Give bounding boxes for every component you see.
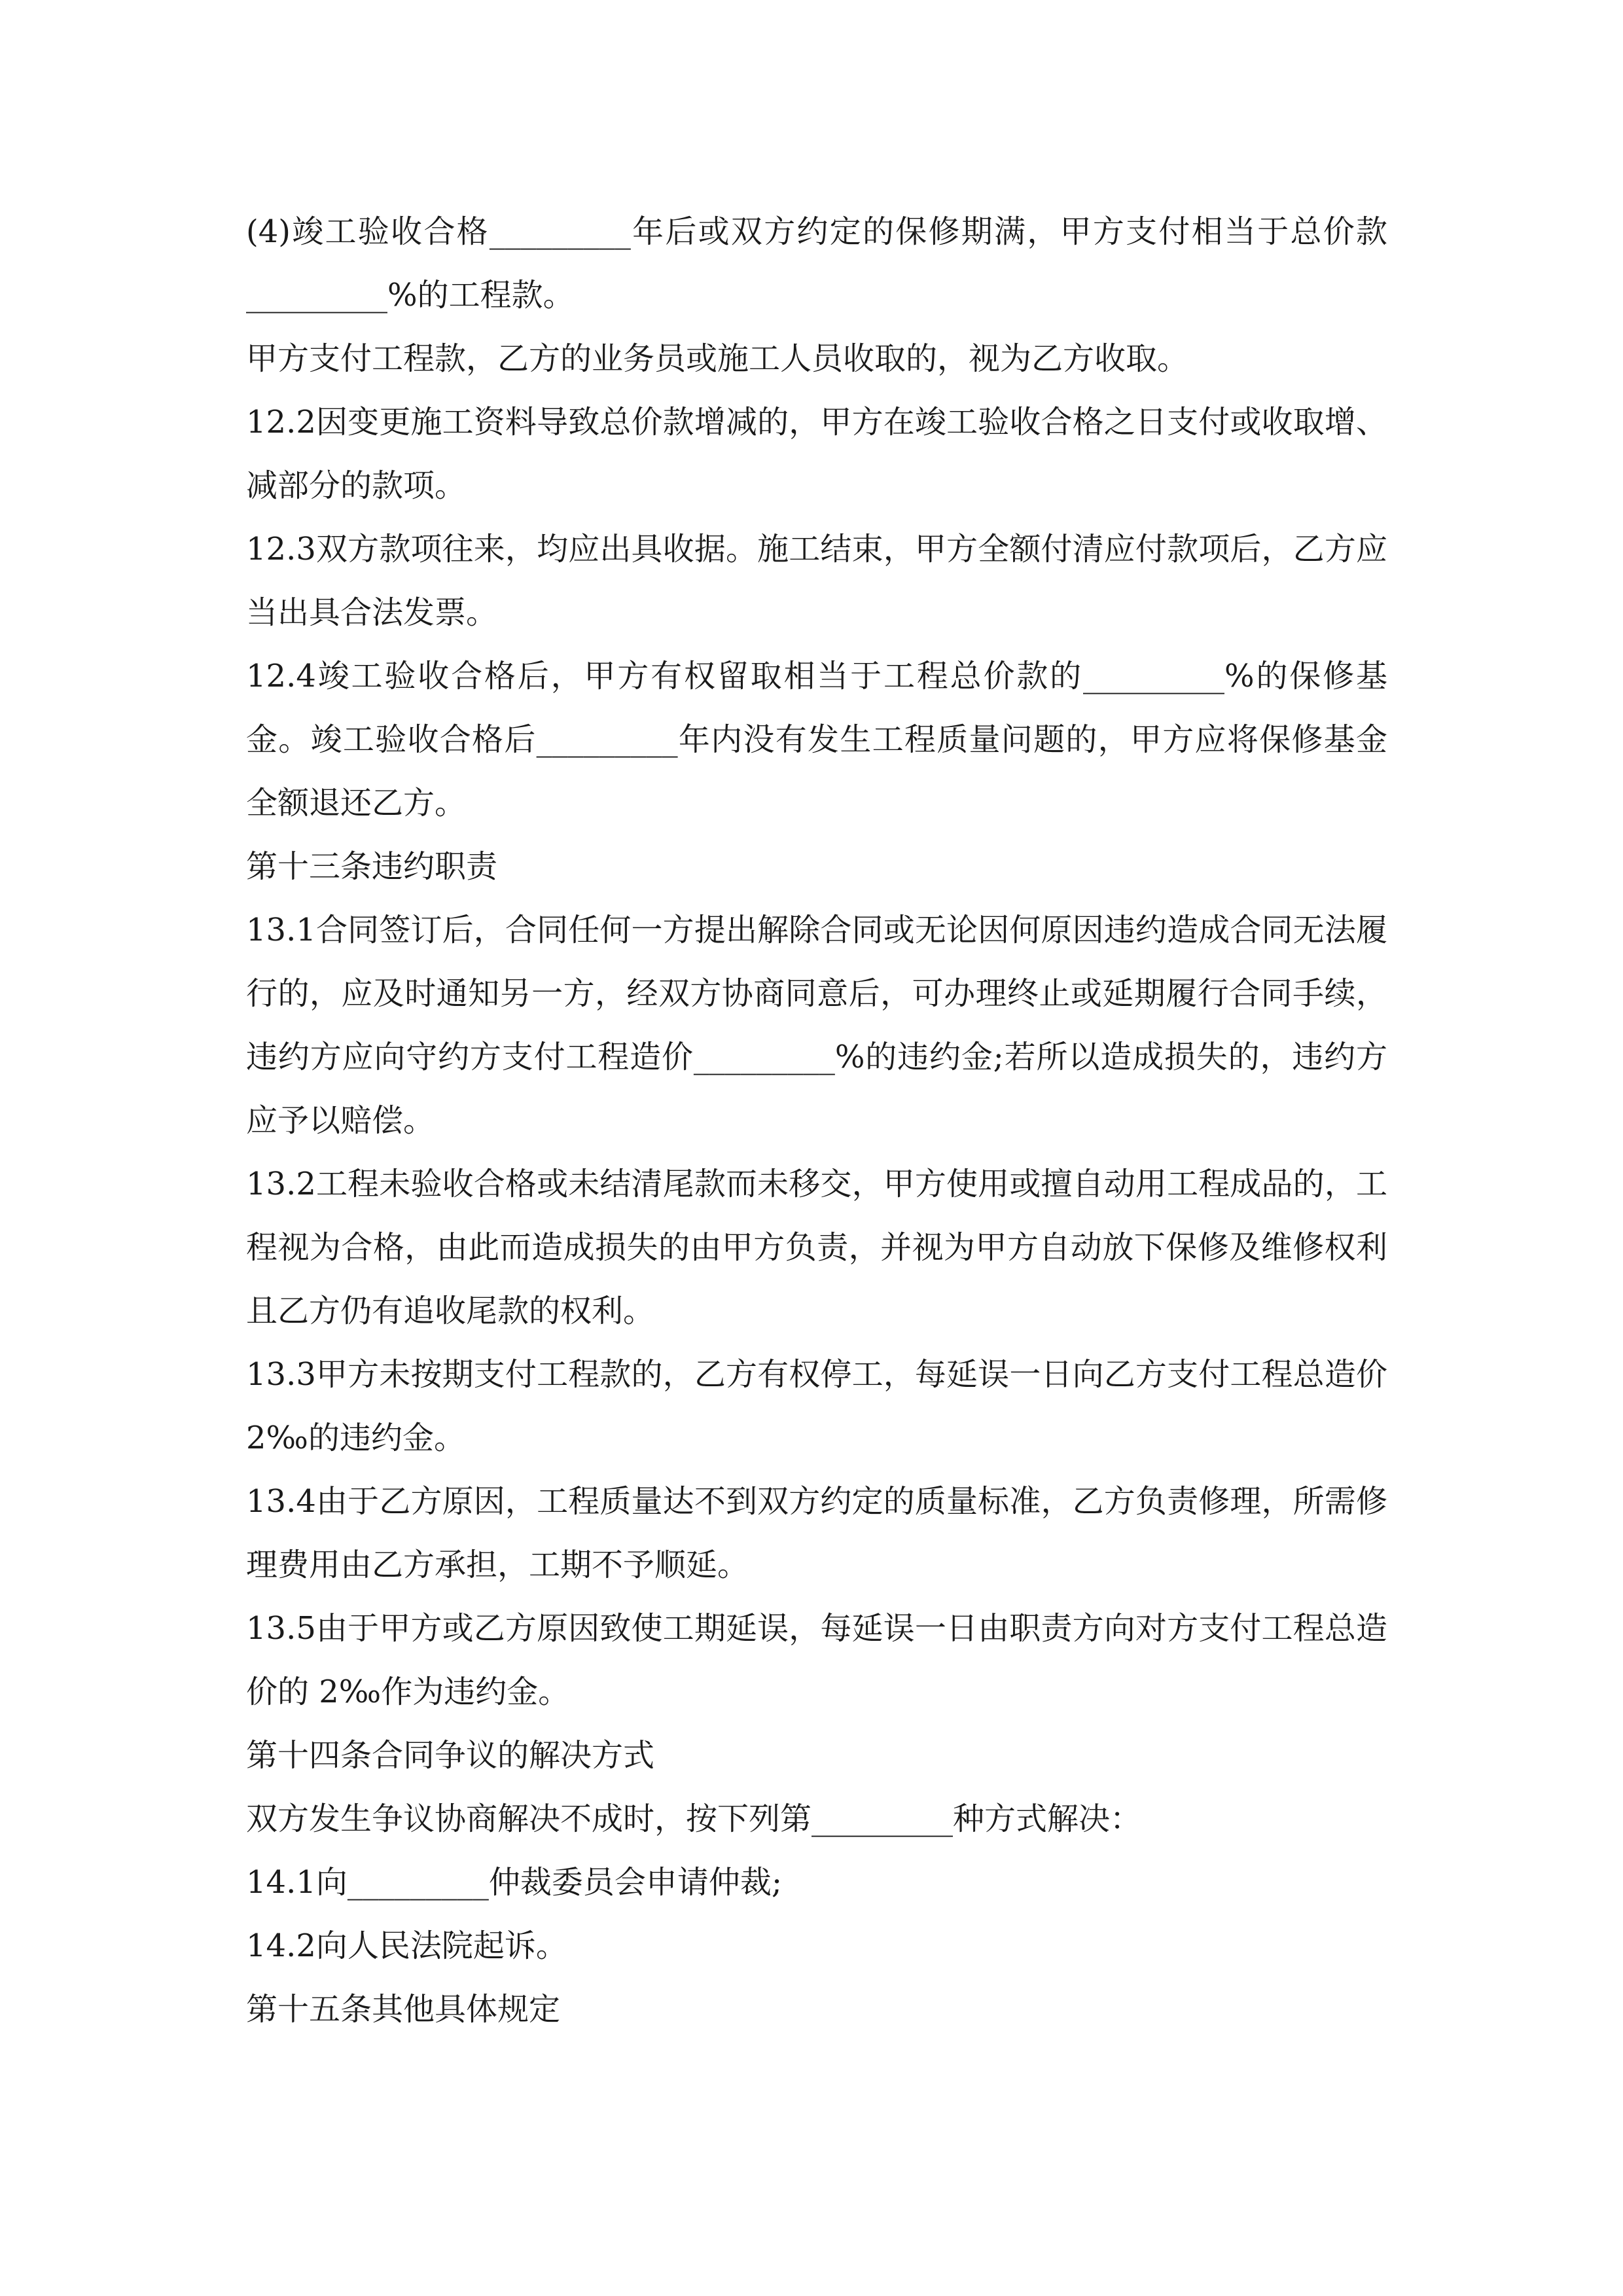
clause-12-4: 12.4竣工验收合格后，甲方有权留取相当于工程总价款的_________%的保修基金。竣工验收合格后_________年内没有发生工程质量问题的，甲方应将保修基金全额退还乙方。 <box>246 658 1387 821</box>
article-14-heading: 第十四条合同争议的解决方式 <box>246 1737 655 1774</box>
article-15-heading: 第十五条其他具体规定 <box>246 1991 561 2028</box>
clause-14-1: 14.1向_________仲裁委员会申请仲裁; <box>246 1864 783 1901</box>
clause-12-2: 12.2因变更施工资料导致总价款增减的，甲方在竣工验收合格之日支付或收取增、减部分的款项。 <box>246 404 1387 504</box>
clause-14-2: 14.2向人民法院起诉。 <box>246 1928 567 1964</box>
document-body <box>246 200 1387 2041</box>
clause-13-3: 13.3甲方未按期支付工程款的，乙方有权停工，每延误一日向乙方支付工程总造价 2‰的违约金。 <box>246 1356 1387 1456</box>
clause-13-2: 13.2工程未验收合格或未结清尾款而未移交，甲方使用或擅自动用工程成品的，工程视为合格，由此而造成损失的由甲方负责，并视为甲方自动放下保修及维修权利且乙方仍有追收尾款的权利。 <box>246 1166 1387 1329</box>
dispute-resolution-intro: 双方发生争议协商解决不成时，按下列第_________种方式解决： <box>246 1801 1142 1837</box>
paragraph-payment-receipt: 甲方支付工程款，乙方的业务员或施工人员收取的，视为乙方收取。 <box>246 340 1189 377</box>
paragraph-completion-payment: (4)竣工验收合格_________年后或双方约定的保修期满，甲方支付相当于总价款_________%的工程款。 <box>246 213 1387 314</box>
clause-12-3: 12.3双方款项往来，均应出具收据。施工结束，甲方全额付清应付款项后，乙方应当出具合法发票。 <box>246 531 1387 631</box>
clause-13-4: 13.4由于乙方原因，工程质量达不到双方约定的质量标准，乙方负责修理，所需修理费用由乙方承担，工期不予顺延。 <box>246 1483 1387 1583</box>
clause-13-5: 13.5由于甲方或乙方原因致使工期延误，每延误一日由职责方向对方支付工程总造价的 2‰作为违约金。 <box>246 1610 1387 1710</box>
article-13-heading: 第十三条违约职责 <box>246 848 498 885</box>
clause-13-1: 13.1合同签订后，合同任何一方提出解除合同或无论因何原因违约造成合同无法履行的，应及时通知另一方，经双方协商同意后，可办理终止或延期履行合同手续，违约方应向守约方支付工程造价_________%的违约金;若所以造成损失的，违约方应予以赔偿。 <box>246 912 1387 1139</box>
